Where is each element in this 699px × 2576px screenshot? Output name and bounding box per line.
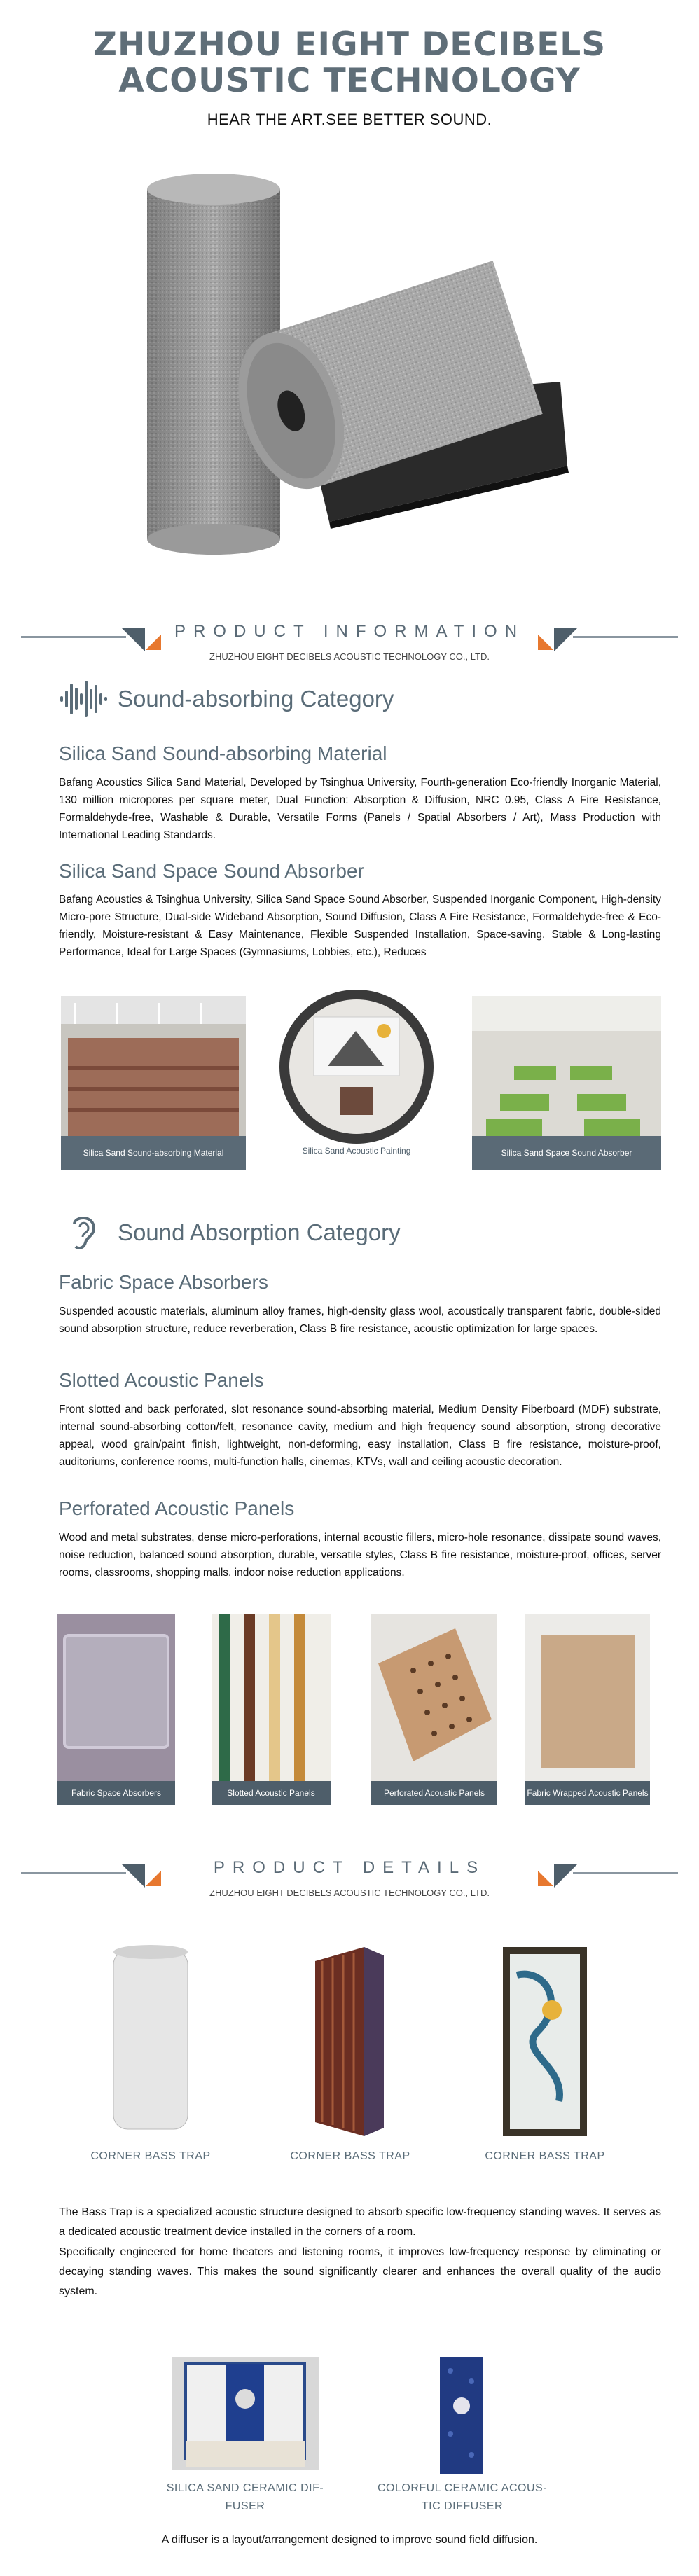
slotted-panel-photo: [212, 1614, 331, 1781]
photo-caption: Slotted Acoustic Panels: [212, 1781, 331, 1805]
photo-card: [279, 989, 434, 1170]
bass-trap-description: Specifically engineered for home theaters and listening rooms, it improves low-frequency response by eliminating or decaying standing waves. This makes the sound significantly clearer and enhances the overall quality of the audio system.: [59, 2246, 661, 2297]
ear-icon: [59, 1212, 108, 1254]
label-line: FUSER: [225, 2500, 265, 2512]
photo-card: [212, 1614, 331, 1805]
bass-trap-description: The Bass Trap is a specialized acoustic structure designed to absorb specific low-frequency standing waves. It serves as a dedicated acoustic treatment device installed in the corners of a room.: [59, 2206, 661, 2238]
photo-caption: Fabric Wrapped Acoustic Panels: [525, 1781, 650, 1805]
product-details-banner: [21, 1851, 678, 1907]
diffuser-footer-text: A diffuser is a layout/arrangement designed to improve sound field diffusion.: [161, 2534, 538, 2546]
acoustic-painting-photo: [279, 989, 434, 1144]
category-heading-sound-absorbing: [59, 678, 394, 720]
felt-roll-image: [126, 172, 574, 564]
fabric-absorber-photo: [57, 1614, 175, 1781]
section-title: Silica Sand Space Sound Absorber: [59, 860, 364, 882]
section-text: Bafang Acoustics & Tsinghua University, Silica Sand Space Sound Absorber, Suspended Inorganic Component, High-density Micro-pore Structure, Dual-side Wideband Absorption, Sound Diffusion, Class A Fire Resistance, Formaldehyde-free & Eco-friendly, Moisture-resistant & Easy Maintenance, Flexible Suspended Installation, Space-saving, Stable & Long-lasting Performance, Ideal for Large Spaces (Gymnasiums, Lobbies, etc.), Reduces: [59, 894, 661, 958]
tagline: HEAR THE ART.SEE BETTER SOUND.: [207, 111, 492, 128]
photo-caption: Silica Sand Space Sound Absorber: [472, 1136, 661, 1170]
colorful-diffuser-image: [440, 2357, 483, 2474]
product-label: CORNER BASS TRAP: [290, 2150, 410, 2162]
photo-card: [525, 1614, 650, 1805]
photo-card: [371, 1614, 497, 1805]
auditorium-photo: [61, 996, 246, 1136]
fabric-wrapped-panel-photo: [525, 1614, 650, 1781]
photo-caption: Silica Sand Sound-absorbing Material: [61, 1136, 246, 1170]
category-label: Sound Absorption Category: [118, 1219, 401, 1245]
section-title: Fabric Space Absorbers: [59, 1271, 268, 1293]
photo-caption: Silica Sand Acoustic Painting: [302, 1146, 411, 1156]
section-text: Wood and metal substrates, dense micro-perforations, internal acoustic fillers, micro-hole resonance, dissipate sound waves, noise reduction, balanced sound absorption, durable, versatile styles, Class B fire resistance, moisture-proof, offices, server rooms, classrooms, shopping malls, indoor noise reduction applications.: [59, 1532, 661, 1579]
label-line: TIC DIFFUSER: [421, 2500, 504, 2512]
category-heading-sound-absorption: [59, 1212, 401, 1254]
section-title: Silica Sand Sound-absorbing Material: [59, 742, 387, 764]
photo-card: [472, 996, 661, 1170]
sound-wave-icon: [59, 678, 108, 720]
bass-trap-image: [315, 1947, 385, 2136]
product-label: CORNER BASS TRAP: [485, 2150, 605, 2162]
section-title: Slotted Acoustic Panels: [59, 1369, 264, 1391]
perforated-panel-photo: [371, 1614, 497, 1781]
ceramic-diffuser-image: [172, 2357, 319, 2470]
product-label: [151, 2479, 340, 2516]
section-text: Front slotted and back perforated, slot resonance sound-absorbing material, Medium Density Fiberboard (MDF) substrate, internal sound-absorbing cotton/felt, resonance cavity, medium and high frequency sound absorption, strong decorative appeal, wood grain/paint finish, lightweight, non-deforming, easy installation, Class B fire resistance, moisture-proof, auditoriums, conference rooms, multi-function halls, cinemas, KTVs, wall and ceiling acoustic decoration.: [59, 1404, 661, 1468]
product-information-banner: [21, 615, 678, 671]
page-title: ZHUZHOU EIGHT DECIBELS ACOUSTIC TECHNOLOGY: [92, 25, 607, 100]
classroom-photo: [472, 996, 661, 1136]
photo-card: [57, 1614, 175, 1805]
banner-subtitle: ZHUZHOU EIGHT DECIBELS ACOUSTIC TECHNOLOGY CO., LTD.: [209, 1888, 490, 1898]
bass-trap-image: [503, 1947, 587, 2136]
product-label: CORNER BASS TRAP: [90, 2150, 211, 2162]
bass-trap-image: [112, 1944, 189, 2136]
banner-title: PRODUCT INFORMATION: [174, 622, 525, 641]
photo-caption: Perforated Acoustic Panels: [371, 1781, 497, 1805]
banner-subtitle: ZHUZHOU EIGHT DECIBELS ACOUSTIC TECHNOLOGY CO., LTD.: [209, 651, 490, 662]
label-line: SILICA SAND CERAMIC DIF-: [166, 2482, 324, 2494]
category-label: Sound-absorbing Category: [118, 686, 394, 712]
photo-caption: Fabric Space Absorbers: [57, 1781, 175, 1805]
banner-title: PRODUCT DETAILS: [213, 1858, 486, 1877]
product-label: [364, 2479, 560, 2516]
section-text: Suspended acoustic materials, aluminum alloy frames, high-density glass wool, acoustically transparent fabric, double-sided sound absorption structure, reduce reverberation, Class B fire resistance, acoustic optimization for large spaces.: [59, 1306, 661, 1335]
label-line: COLORFUL CERAMIC ACOUS-: [377, 2482, 548, 2494]
section-text: Bafang Acoustics Silica Sand Material, Developed by Tsinghua University, Fourth-generation Eco-friendly Inorganic Material, 130 million micropores per square meter, Dual Function: Absorption & Diffusion, NRC 0.95, Class A Fire Resistance, Formaldehyde-free, Washable & Durable, Versatile Forms (Panels / Spatial Absorbers / Art), Mass Production with International Leading Standards.: [59, 777, 661, 841]
section-title: Perforated Acoustic Panels: [59, 1497, 295, 1519]
photo-card: [61, 996, 246, 1170]
